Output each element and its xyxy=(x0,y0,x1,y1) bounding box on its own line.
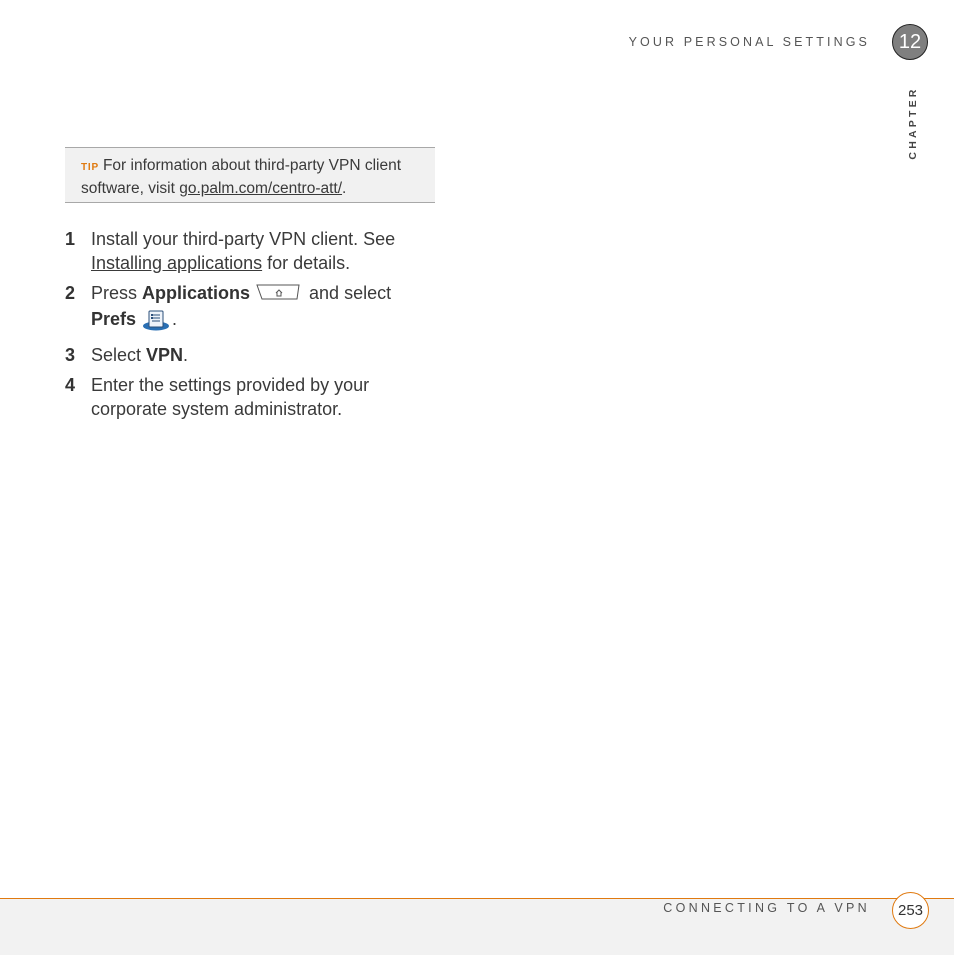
step-1 xyxy=(65,227,435,275)
step-text: Install your third-party VPN client. See xyxy=(91,229,396,249)
vpn-term: VPN xyxy=(146,345,184,365)
home-key-icon xyxy=(256,283,300,307)
step-number: 4 xyxy=(65,375,76,395)
running-header: YOUR PERSONAL SETTINGS xyxy=(628,35,870,49)
step-text: . xyxy=(172,309,178,329)
tip-box xyxy=(65,147,435,203)
applications-term: Applications xyxy=(142,283,251,303)
tip-text: For information about third-party VPN client software, visit xyxy=(81,157,402,197)
step-text: . xyxy=(183,345,189,365)
chapter-label: CHAPTER xyxy=(907,86,919,160)
tip-end: . xyxy=(342,180,347,197)
step-number: 1 xyxy=(65,229,76,249)
step-list xyxy=(65,227,435,427)
step-text: and select xyxy=(304,283,392,303)
page-number-badge: 253 xyxy=(892,892,929,929)
tip-label: TIP xyxy=(81,162,99,173)
step-3 xyxy=(65,343,435,367)
running-footer: CONNECTING TO A VPN xyxy=(663,901,870,915)
step-text: Press xyxy=(91,283,143,303)
step-number: 2 xyxy=(65,283,76,303)
tip-link[interactable]: go.palm.com/centro-att/ xyxy=(179,180,343,197)
step-2 xyxy=(65,281,435,337)
prefs-term: Prefs xyxy=(91,309,137,329)
step-text: Select xyxy=(91,345,147,365)
step-number: 3 xyxy=(65,345,76,365)
step-text: for details. xyxy=(262,253,351,273)
step-text: Enter the settings provided by your corporate system administrator. xyxy=(91,375,370,419)
chapter-number-badge: 12 xyxy=(892,24,928,60)
step-4 xyxy=(65,373,435,421)
installing-applications-link[interactable]: Installing applications xyxy=(91,253,263,273)
prefs-icon xyxy=(142,309,170,337)
